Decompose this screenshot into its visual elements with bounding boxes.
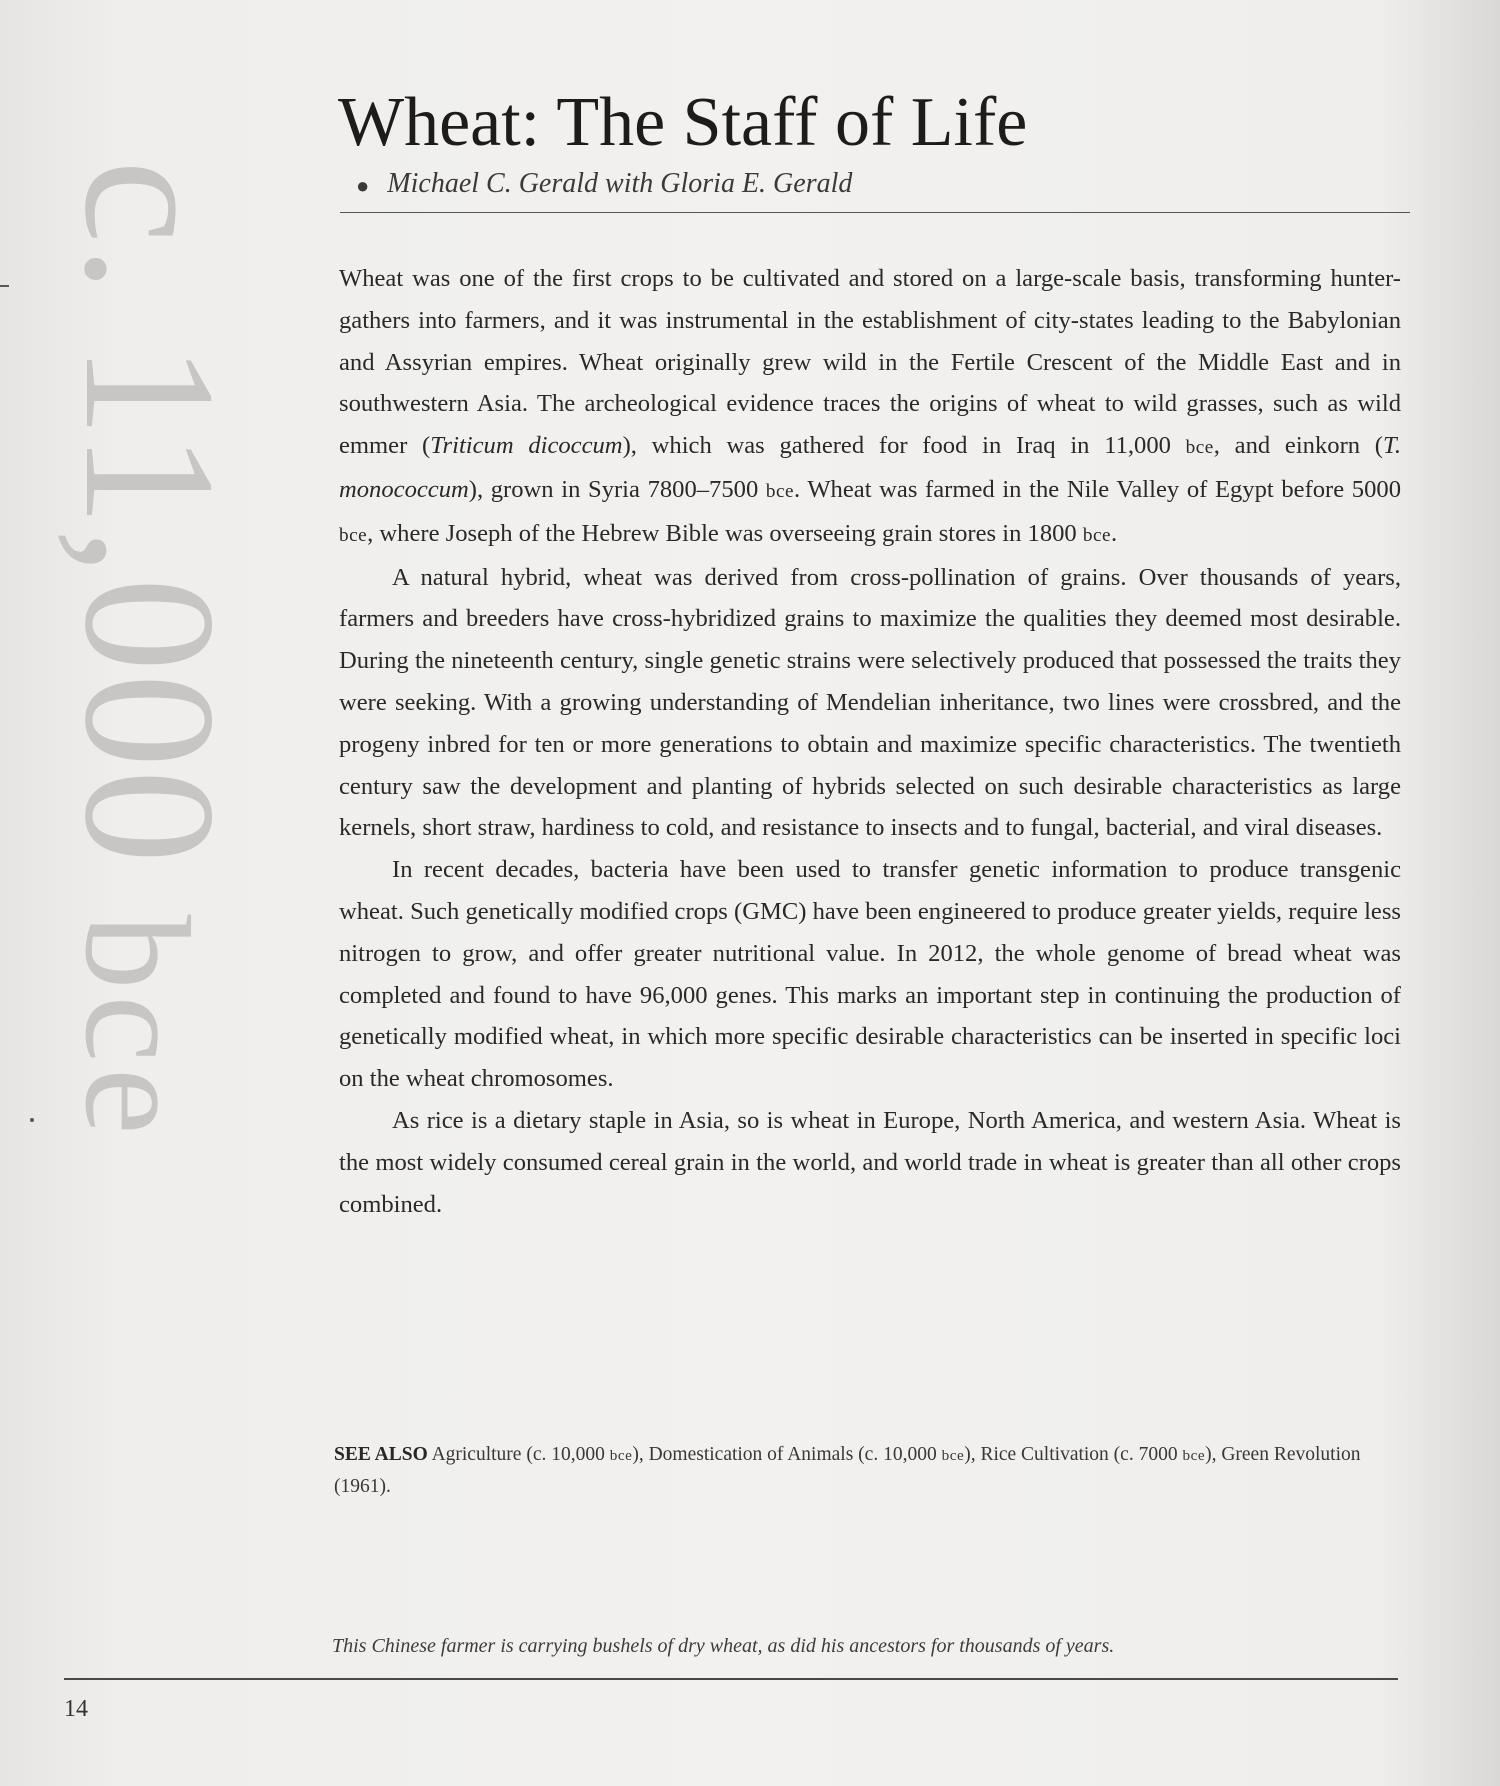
era-abbrev: bce bbox=[339, 524, 368, 546]
text-run: In recent decades, bacteria have been used to transfer genetic information to produce transgenic wheat. Such genetically modified crops (GMC) have been engineered to produce greater yields, require less nitrogen to grow, and offer greater nutritional value. In 2012, the whole genome of bread wheat was completed and found to have 96,000 genes. This marks an important step in continuing the production of genetically modified wheat, in which more specific desirable characteristics can be inserted in specific loci on the wheat chromosomes. bbox=[339, 856, 1401, 1093]
text-run: Wheat was one of the first crops to be cultivated and stored on a large-scale basis, transforming hunter-gathers into farmers, and it was instrumental in the establishment of city-states leading to the Babylonian and Assyrian empires. Wheat originally grew wild in the Fertile Crescent of the Middle East and in southwestern Asia. The archeological evidence traces the origins of wheat to wild grasses, such as wild emmer ( bbox=[339, 265, 1401, 460]
crop-mark bbox=[0, 285, 9, 287]
text-run: ), grown in Syria 7800–7500 bbox=[468, 475, 766, 503]
text-run: , where Joseph of the Hebrew Bible was overseeing grain stores in 1800 bbox=[367, 519, 1083, 547]
byline-text: Michael C. Gerald with Gloria E. Gerald bbox=[387, 168, 853, 199]
see-also-label: SEE ALSO bbox=[334, 1444, 428, 1465]
byline bbox=[356, 164, 852, 206]
paragraph bbox=[339, 849, 1401, 1100]
text-run: . Wheat was farmed in the Nile Valley of Egypt before 5000 bbox=[794, 475, 1401, 503]
see-also-text bbox=[334, 1444, 1361, 1497]
text-run: A natural hybrid, wheat was derived from cross-pollination of grains. Over thousands of years, farmers and breeders have cross-hybridized grains to maximize the qualities they deemed most desirable. During the nineteenth century, single genetic strains were selectively produced that possessed the traits they were seeking. With a growing understanding of Mendelian inheritance, two lines were crossbred, and the progeny inbred for ten or more generations to obtain and maximize specific characteristics. The twentieth century saw the development and planting of hybrids selected on such desirable characteristics as large kernels, short straw, hardiness to cold, and resistance to insects and to fungal, bacterial, and viral diseases. bbox=[339, 563, 1401, 842]
italic-run: Triticum dicoccum bbox=[430, 432, 623, 460]
era-abbrev: bce bbox=[1082, 524, 1111, 546]
text-run: , and einkorn ( bbox=[1213, 432, 1383, 460]
paragraph bbox=[339, 1100, 1401, 1225]
image-caption: This Chinese farmer is carrying bushels of dry wheat, as did his ancestors for thousands of years. bbox=[332, 1635, 1115, 1657]
era-abbrev: bce bbox=[941, 1447, 965, 1464]
era-abbrev: bce bbox=[765, 480, 794, 502]
see-also bbox=[334, 1439, 1388, 1502]
text-run: ), Rice Cultivation (c. 7000 bbox=[964, 1444, 1183, 1465]
text-run: ), Domestication of Animals (c. 10,000 bbox=[632, 1444, 942, 1465]
text-run: ), Green Revolution (1961). bbox=[334, 1444, 1361, 1497]
era-abbrev: bce bbox=[1185, 437, 1214, 459]
footer-divider bbox=[64, 1678, 1398, 1680]
crop-mark bbox=[30, 1118, 34, 1122]
side-date-banner bbox=[46, 160, 255, 1360]
bullet-icon: ● bbox=[356, 172, 370, 198]
era-abbrev: bce bbox=[609, 1447, 633, 1464]
era-abbrev: bce bbox=[1182, 1447, 1206, 1464]
side-date-prefix: c. 11,000 bbox=[46, 160, 255, 866]
paragraph bbox=[339, 557, 1401, 850]
title-divider bbox=[340, 212, 1410, 213]
text-run: As rice is a dietary staple in Asia, so is wheat in Europe, North America, and western Asia. Wheat is the most widely consumed cereal grain in the world, and world trade in wheat is greater than all other crops combined. bbox=[339, 1106, 1401, 1218]
paragraph bbox=[339, 258, 1401, 557]
page-number: 14 bbox=[64, 1696, 88, 1722]
text-run: . bbox=[1110, 519, 1118, 547]
text-run: ), which was gathered for food in Iraq in 11,000 bbox=[622, 432, 1186, 460]
italic-run: T. monococcum bbox=[339, 432, 1401, 503]
text-run: Agriculture (c. 10,000 bbox=[427, 1444, 610, 1465]
article-title: Wheat: The Staff of Life bbox=[338, 84, 1028, 161]
side-date-era: bce bbox=[54, 914, 220, 1141]
article-body bbox=[339, 258, 1401, 1225]
